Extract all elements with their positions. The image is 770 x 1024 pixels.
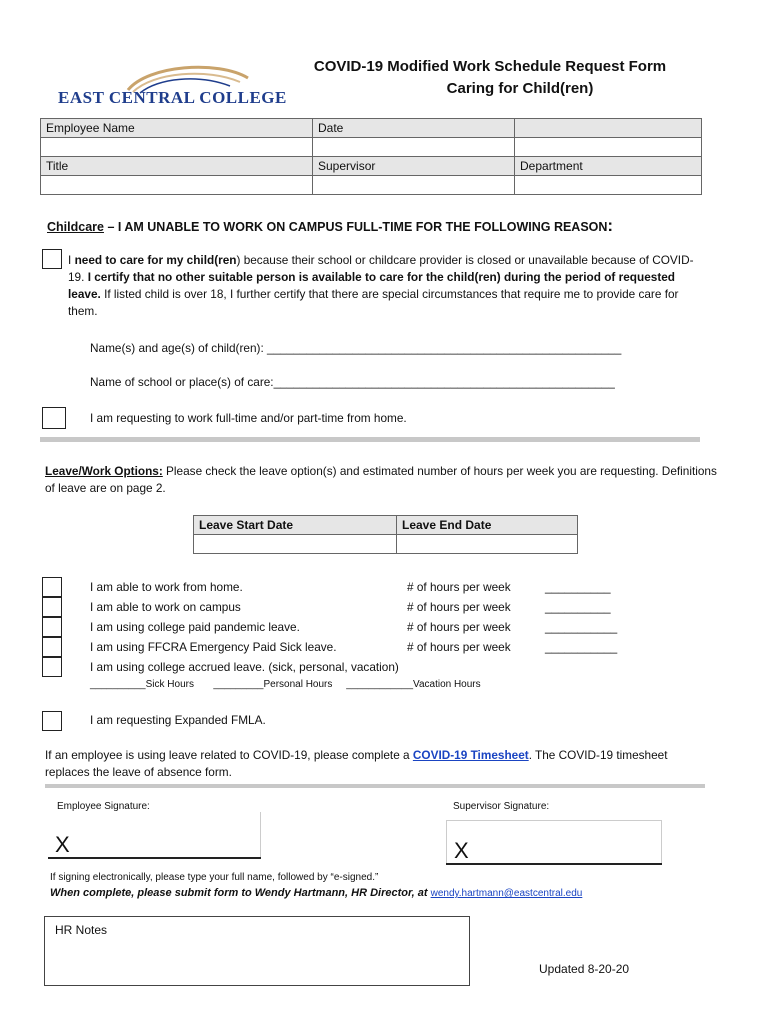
option-label-2: I am able to work on campus <box>90 600 241 614</box>
option-checkbox-2[interactable] <box>42 597 62 617</box>
leave-start-label-text: Leave Start Date <box>199 518 294 532</box>
submit-text: When complete, please submit form to Wendy Hartmann, HR Director, at <box>50 887 431 899</box>
childcare-heading-link: Childcare <box>47 220 104 234</box>
employee-info-table <box>40 118 702 195</box>
option-checkbox-5[interactable] <box>42 657 62 677</box>
supervisor-signature-box[interactable] <box>446 820 662 864</box>
leave-intro <box>45 463 725 497</box>
date-label: Date <box>313 119 515 138</box>
option-hours-field-4[interactable]: ___________ <box>545 640 618 654</box>
leave-heading: Leave/Work Options: <box>45 464 163 478</box>
signature-divider <box>45 784 705 788</box>
children-names-field[interactable]: Name(s) and age(s) of child(ren): ______________________________________________________ <box>90 341 622 355</box>
section-divider <box>40 437 700 442</box>
timesheet-text-2: . The COVID-19 timesheet replaces the leave of absence form. <box>45 748 668 779</box>
logo-text: EAST CENTRAL COLLEGE <box>58 88 287 107</box>
supervisor-signature-line <box>446 863 662 865</box>
employee-x-mark: X <box>55 832 70 857</box>
esign-note: If signing electronically, please type your full name, followed by “e-signed.” <box>50 872 379 883</box>
employee-name-label: Employee Name <box>41 119 313 138</box>
blank-header-cell <box>515 119 702 138</box>
updated-date: Updated 8-20-20 <box>539 962 630 976</box>
childcare-statement <box>68 252 708 320</box>
statement-bold2: I certify that no other suitable person is available to care for the child(ren) during the period of requested leave. <box>68 270 676 301</box>
leave-intro-text: Please check the leave option(s) and estimated number of hours per week you are requesting. Definitions of leave are on page 2. <box>45 464 717 495</box>
option-hours-1: # of hours per week <box>407 580 511 594</box>
statement-part2: ) because their school or childcare provider is closed or unavailable because of COVID-19. <box>68 253 694 284</box>
childcare-heading <box>47 216 613 236</box>
option-label-3: I am using college paid pandemic leave. <box>90 620 300 634</box>
form-title: COVID-19 Modified Work Schedule Request Form <box>313 58 667 75</box>
supervisor-signature-label: Supervisor Signature: <box>453 801 550 812</box>
accrued-hours-fields[interactable]: __________Sick Hours _________Personal Hours ____________Vacation Hours <box>90 679 481 690</box>
fmla-label: I am requesting Expanded FMLA. <box>90 713 266 727</box>
option-label-1: I am able to work from home. <box>90 580 243 594</box>
department-label: Department <box>515 157 702 176</box>
statement-part1: I <box>68 253 75 267</box>
work-from-home-checkbox[interactable] <box>42 407 66 429</box>
leave-start-field[interactable] <box>194 535 397 554</box>
fmla-checkbox[interactable] <box>42 711 62 731</box>
employee-name-field[interactable] <box>41 138 313 157</box>
title-field[interactable] <box>41 176 313 195</box>
supervisor-field[interactable] <box>313 176 515 195</box>
supervisor-x-mark: X <box>454 838 469 863</box>
option-hours-2: # of hours per week <box>407 600 511 614</box>
statement-bold1: need to care for my child(ren <box>74 253 237 267</box>
timesheet-text-1: If an employee is using leave related to COVID-19, please complete a <box>45 748 413 762</box>
childcare-heading-text: – I AM UNABLE TO WORK ON CAMPUS FULL-TIME FOR THE FOLLOWING REASON <box>103 220 608 234</box>
option-hours-field-2[interactable]: __________ <box>545 600 611 614</box>
option-checkbox-3[interactable] <box>42 617 62 637</box>
childcare-checkbox[interactable] <box>42 249 62 269</box>
hr-notes-box[interactable] <box>44 916 470 986</box>
option-checkbox-4[interactable] <box>42 637 62 657</box>
hr-email-link[interactable]: wendy.hartmann@eastcentral.edu <box>430 888 583 899</box>
school-name-field[interactable]: Name of school or place(s) of care:____________________________________________________ <box>90 375 615 389</box>
form-subtitle: Caring for Child(ren) <box>446 80 594 97</box>
leave-end-field[interactable] <box>397 535 578 554</box>
date-field[interactable] <box>313 138 515 157</box>
department-field[interactable] <box>515 176 702 195</box>
option-hours-4: # of hours per week <box>407 640 511 654</box>
statement-part3: If listed child is over 18, I further certify that there are special circumstances that require me to provide care for them. <box>68 287 679 318</box>
employee-signature-box[interactable] <box>48 812 261 858</box>
submit-instructions <box>50 887 582 899</box>
option-checkbox-1[interactable] <box>42 577 62 597</box>
option-hours-3: # of hours per week <box>407 620 511 634</box>
leave-dates-table <box>193 515 578 554</box>
childcare-heading-colon: : <box>607 216 614 235</box>
option-label-4: I am using FFCRA Emergency Paid Sick leave. <box>90 640 337 654</box>
option-hours-field-3[interactable]: ___________ <box>545 620 618 634</box>
leave-end-label <box>397 516 578 535</box>
supervisor-label: Supervisor <box>313 157 515 176</box>
blank-field[interactable] <box>515 138 702 157</box>
employee-signature-line <box>48 857 261 859</box>
option-hours-field-1[interactable]: __________ <box>545 580 611 594</box>
accrued-leave-label: I am using college accrued leave. (sick, personal, vacation) <box>90 660 399 674</box>
timesheet-link[interactable]: COVID-19 Timesheet <box>412 748 529 762</box>
title-label: Title <box>41 157 313 176</box>
leave-start-label <box>194 516 397 535</box>
hr-notes-label: HR Notes <box>55 923 108 937</box>
leave-end-label-text: Leave End Date <box>402 518 492 532</box>
work-from-home-label: I am requesting to work full-time and/or part-time from home. <box>90 411 407 425</box>
employee-signature-label: Employee Signature: <box>57 801 150 812</box>
timesheet-note <box>45 747 710 781</box>
